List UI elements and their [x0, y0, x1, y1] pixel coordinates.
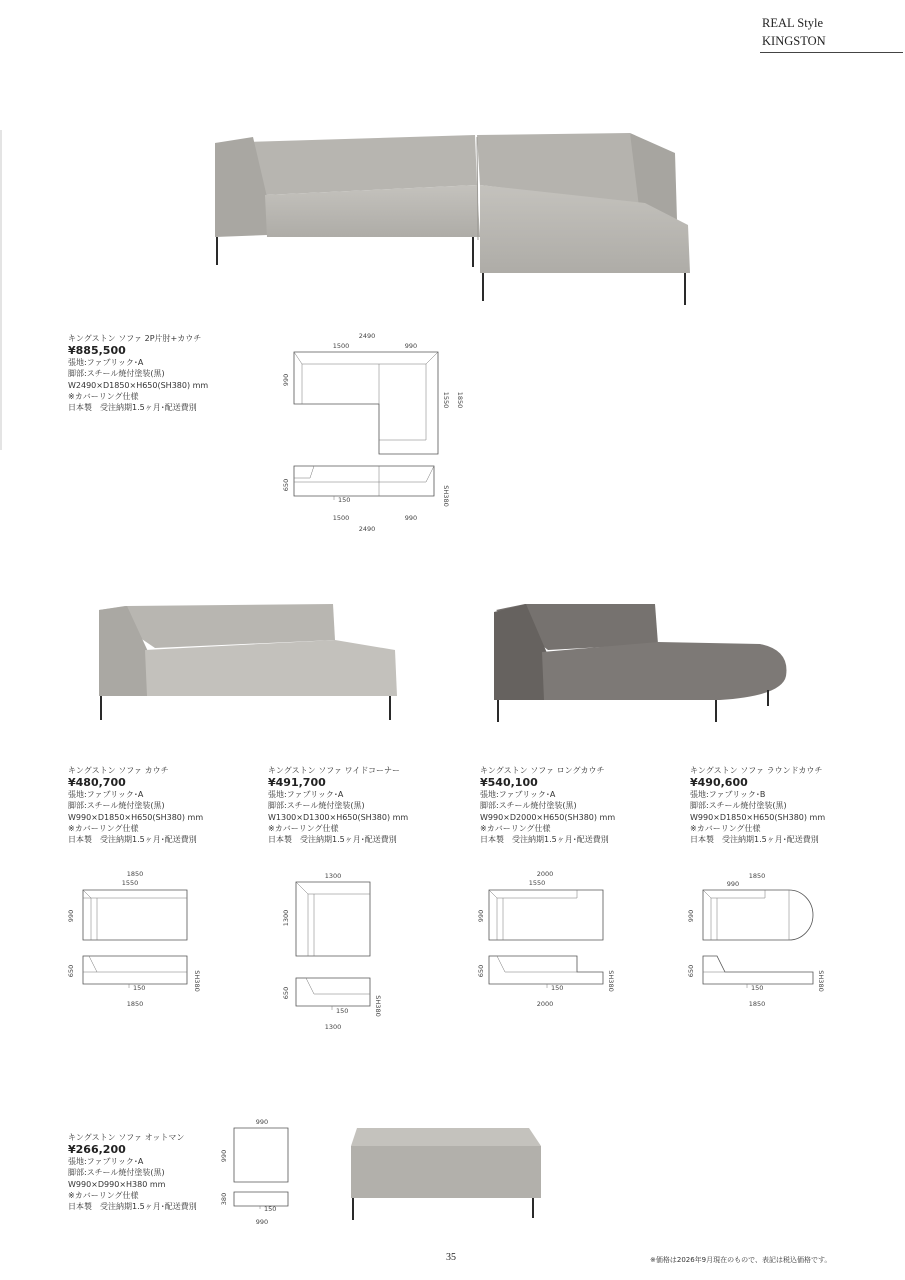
dim-d: 990	[477, 909, 485, 923]
dim-h: 650	[687, 964, 695, 978]
product-price: ¥540,100	[480, 776, 538, 790]
dim-sh: SH380	[442, 485, 450, 507]
dim-sh: SH380	[607, 970, 615, 992]
dim-sh: SH380	[374, 995, 382, 1017]
product-leg: 脚部:スチール焼付塗装(黒)	[690, 801, 787, 811]
dim-w-arm: 990	[726, 880, 740, 888]
dimension-drawing-couch	[65, 868, 205, 1013]
product-origin: 日本製 受注納期1.5ヶ月･配送費別	[480, 835, 609, 845]
dim-leg: 150	[338, 496, 351, 504]
product-cover: ※カバーリング仕様	[68, 391, 139, 401]
product-info-round-couch	[690, 765, 825, 845]
product-size: W2490×D1850×H650(SH380) mm	[68, 380, 209, 390]
series-label: REAL Style	[762, 16, 823, 30]
header-rule	[760, 52, 903, 53]
dim-w-seat: 1550	[528, 879, 546, 887]
dim-leg: 150	[264, 1205, 277, 1213]
dim-w-bottom: 1850	[748, 1000, 766, 1008]
product-origin: 日本製 受注納期1.5ヶ月･配送費別	[68, 1202, 197, 1212]
product-info-2p-couch	[68, 333, 208, 413]
product-info-long-couch	[480, 765, 615, 845]
sofa-round-couch-photo	[490, 600, 790, 725]
product-name: キングストン ソファ ラウンドカウチ	[690, 766, 823, 775]
product-fabric: 張地:ファブリック･A	[68, 358, 144, 368]
dim-leg: 150	[551, 984, 564, 992]
product-size: W990×D2000×H650(SH380) mm	[480, 812, 616, 822]
dim-w-total: 2490	[358, 332, 376, 340]
dim-w-left: 1500	[332, 342, 350, 350]
dimension-drawing-long-couch	[475, 868, 615, 1013]
dim-h: 650	[67, 964, 75, 978]
dim-w-total: 2000	[536, 870, 554, 878]
product-origin: 日本製 受注納期1.5ヶ月･配送費別	[68, 403, 197, 413]
dim-w-bottom: 2000	[536, 1000, 554, 1008]
dimension-drawing-wide-corner	[280, 868, 390, 1034]
dimension-drawing-ottoman	[218, 1115, 303, 1230]
dim-d: 990	[67, 909, 75, 923]
product-size: W990×D1850×H650(SH380) mm	[690, 812, 826, 822]
product-price: ¥490,600	[690, 776, 748, 790]
dim-d-left: 990	[282, 373, 290, 387]
dim-w-right-bottom: 990	[404, 514, 418, 522]
sofa-2p-couch-photo	[205, 125, 700, 310]
product-cover: ※カバーリング仕様	[480, 823, 551, 833]
model-label: KINGSTON	[762, 34, 826, 48]
dim-w-left-bottom: 1500	[332, 514, 350, 522]
dim-w-total-bottom: 2490	[358, 525, 376, 533]
dim-d-total: 1850	[456, 391, 464, 409]
product-price: ¥480,700	[68, 776, 126, 790]
product-leg: 脚部:スチール焼付塗装(黒)	[68, 1168, 165, 1178]
dim-h: 650	[477, 964, 485, 978]
dim-w-total: 1850	[126, 870, 144, 878]
product-size: W990×D1850×H650(SH380) mm	[68, 812, 204, 822]
dim-d: 1300	[282, 909, 290, 927]
product-info-ottoman	[68, 1132, 197, 1212]
product-cover: ※カバーリング仕様	[268, 823, 339, 833]
dim-leg: 150	[751, 984, 764, 992]
dim-h: 380	[220, 1192, 228, 1206]
dim-h: 650	[282, 478, 290, 492]
dim-sh: SH380	[817, 970, 825, 992]
ottoman-photo	[345, 1122, 545, 1227]
product-leg: 脚部:スチール焼付塗装(黒)	[268, 801, 365, 811]
product-size: W990×D990×H380 mm	[68, 1179, 166, 1189]
margin-mark	[0, 130, 2, 450]
dimension-drawing-round-couch	[685, 868, 825, 1013]
dim-w-seat: 1550	[121, 879, 139, 887]
dim-sh: SH380	[193, 970, 201, 992]
dim-leg: 150	[336, 1007, 349, 1015]
page-number: 35	[446, 1252, 456, 1263]
product-origin: 日本製 受注納期1.5ヶ月･配送費別	[268, 835, 397, 845]
product-leg: 脚部:スチール焼付塗装(黒)	[68, 801, 165, 811]
product-fabric: 張地:ファブリック･B	[690, 790, 766, 800]
product-fabric: 張地:ファブリック･A	[68, 790, 144, 800]
product-fabric: 張地:ファブリック･A	[480, 790, 556, 800]
product-fabric: 張地:ファブリック･A	[68, 1157, 144, 1167]
page-header	[760, 14, 905, 53]
product-fabric: 張地:ファブリック･A	[268, 790, 344, 800]
product-name: キングストン ソファ ロングカウチ	[480, 766, 605, 775]
product-name: キングストン ソファ オットマン	[68, 1133, 185, 1142]
product-price: ¥491,700	[268, 776, 326, 790]
product-origin: 日本製 受注納期1.5ヶ月･配送費別	[690, 835, 819, 845]
product-price: ¥266,200	[68, 1143, 126, 1157]
dim-d: 990	[687, 909, 695, 923]
dim-leg: 150	[133, 984, 146, 992]
product-name: キングストン ソファ 2P片肘+カウチ	[68, 334, 202, 343]
dim-w: 990	[255, 1118, 269, 1126]
dim-w: 1300	[324, 872, 342, 880]
dim-w-bottom: 990	[255, 1218, 269, 1226]
product-info-wide-corner	[268, 765, 408, 845]
product-size: W1300×D1300×H650(SH380) mm	[268, 812, 409, 822]
sofa-couch-photo	[95, 600, 400, 725]
dimension-drawing-2p-couch	[280, 328, 464, 538]
product-origin: 日本製 受注納期1.5ヶ月･配送費別	[68, 835, 197, 845]
dim-w-total: 1850	[748, 872, 766, 880]
dim-d-right: 1550	[442, 391, 450, 409]
product-name: キングストン ソファ カウチ	[68, 766, 169, 775]
product-name: キングストン ソファ ワイドコーナー	[268, 766, 401, 775]
dim-w-bottom: 1300	[324, 1023, 342, 1031]
product-cover: ※カバーリング仕様	[690, 823, 761, 833]
dim-w-bottom: 1850	[126, 1000, 144, 1008]
product-leg: 脚部:スチール焼付塗装(黒)	[480, 801, 577, 811]
dim-d: 990	[220, 1149, 228, 1163]
dim-h: 650	[282, 986, 290, 1000]
dim-w-right: 990	[404, 342, 418, 350]
price-footnote: ※価格は2026年9月現在のもので、表記は税込価格です。	[650, 1256, 832, 1264]
product-cover: ※カバーリング仕様	[68, 823, 139, 833]
product-info-couch	[68, 765, 203, 845]
product-leg: 脚部:スチール焼付塗装(黒)	[68, 369, 165, 379]
product-cover: ※カバーリング仕様	[68, 1190, 139, 1200]
product-price: ¥885,500	[68, 344, 126, 358]
